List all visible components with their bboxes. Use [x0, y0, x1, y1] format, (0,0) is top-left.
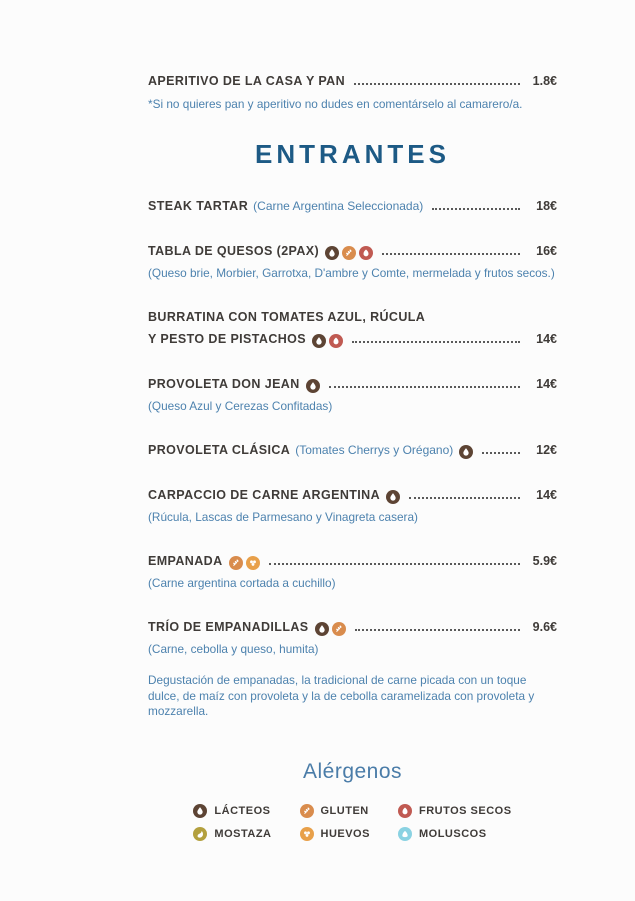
allergen-icons [229, 556, 260, 570]
gluten-icon [332, 622, 346, 636]
legend-label: FRUTOS SECOS [418, 804, 512, 817]
item-price: 12€ [536, 443, 557, 457]
legend-label: MOSTAZA [214, 827, 272, 840]
menu-item-provoleta-don-jean [148, 375, 557, 414]
allergen-legend [148, 804, 557, 841]
legend-gluten [300, 804, 370, 818]
lacteos-icon [386, 490, 400, 504]
menu-item-trio-empanadillas [148, 618, 557, 720]
item-detail: (Tomates Cherrys y Orégano) [295, 443, 454, 457]
item-name-line1: BURRATINA CON TOMATES AZUL, RÚCULA [148, 310, 426, 324]
dot-leader [269, 563, 521, 565]
lacteos-icon [193, 804, 207, 818]
allergen-icons [325, 246, 373, 260]
dot-leader [352, 341, 520, 343]
item-sub: (Queso brie, Morbier, Garrotxa, D'ambre y Comte, mermelada y frutos secos.) [148, 266, 555, 280]
legend-frutos-secos [398, 804, 512, 818]
menu-item-aperitivo [148, 72, 557, 90]
item-price: 1.8€ [532, 74, 557, 88]
item-price: 14€ [536, 488, 557, 502]
gluten-icon [300, 804, 314, 818]
section-title: ENTRANTES [255, 139, 450, 169]
dot-leader [329, 386, 520, 388]
legend-label: GLUTEN [320, 804, 369, 817]
legend-label: MOLUSCOS [418, 827, 487, 840]
item-name: APERITIVO DE LA CASA Y PAN [148, 74, 346, 88]
legend-huevos [300, 827, 370, 841]
lacteos-icon [315, 622, 329, 636]
allergen-icons [312, 334, 343, 348]
item-description: Degustación de empanadas, la tradicional de carne picada con un toque dulce, de maíz con provoleta y la de cebolla caramelizada con provoleta y mozzarella. [148, 673, 535, 718]
item-price: 18€ [536, 199, 557, 213]
item-price: 14€ [536, 377, 557, 391]
frutos-secos-icon [398, 804, 412, 818]
huevos-icon [246, 556, 260, 570]
menu-item-tabla-quesos [148, 242, 557, 281]
lacteos-icon [312, 334, 326, 348]
legend-label: HUEVOS [320, 827, 370, 840]
dot-leader [432, 208, 520, 210]
legend-moluscos [398, 827, 512, 841]
item-price: 5.9€ [532, 554, 557, 568]
mostaza-icon [193, 827, 207, 841]
gluten-icon [229, 556, 243, 570]
item-price: 16€ [536, 244, 557, 258]
legend-label: LÁCTEOS [214, 804, 271, 817]
item-name: EMPANADA [148, 554, 223, 568]
huevos-icon [300, 827, 314, 841]
frutos-secos-icon [329, 334, 343, 348]
item-name: PROVOLETA DON JEAN [148, 377, 300, 391]
item-sub: (Carne, cebolla y queso, humita) [148, 642, 319, 656]
item-name: CARPACCIO DE CARNE ARGENTINA [148, 488, 381, 502]
allergens-title: Alérgenos [302, 759, 403, 783]
menu-item-steak-tartar [148, 197, 557, 215]
dot-leader [382, 253, 520, 255]
gluten-icon [342, 246, 356, 260]
legend-lacteos [193, 804, 271, 818]
item-sub: (Carne argentina cortada a cuchillo) [148, 576, 336, 590]
item-sub: (Queso Azul y Cerezas Confitadas) [148, 399, 333, 413]
dot-leader [482, 452, 520, 454]
menu-item-provoleta-clasica [148, 441, 557, 459]
item-price: 9.6€ [532, 620, 557, 634]
menu-item-burratina [148, 308, 557, 348]
dot-leader [354, 83, 520, 85]
item-name: STEAK TARTAR [148, 199, 249, 213]
menu-item-empanada [148, 552, 557, 591]
lacteos-icon [306, 379, 320, 393]
allergen-icons [306, 379, 320, 393]
allergen-icons [386, 490, 400, 504]
dot-leader [409, 497, 520, 499]
item-name: TRÍO DE EMPANADILLAS [148, 620, 309, 634]
item-name: PROVOLETA CLÁSICA [148, 443, 291, 457]
allergen-icons [459, 445, 473, 459]
menu-page [148, 0, 557, 841]
lacteos-icon [459, 445, 473, 459]
item-name: TABLA DE QUESOS (2PAX) [148, 244, 320, 258]
item-detail: (Carne Argentina Seleccionada) [253, 199, 424, 213]
allergen-icons [315, 622, 346, 636]
aperitivo-note: *Si no quieres pan y aperitivo no dudes en comentárselo al camarero/a. [148, 97, 523, 111]
moluscos-icon [398, 827, 412, 841]
lacteos-icon [325, 246, 339, 260]
item-sub: (Rúcula, Lascas de Parmesano y Vinagreta casera) [148, 510, 418, 524]
item-price: 14€ [536, 332, 557, 346]
frutos-secos-icon [359, 246, 373, 260]
menu-item-carpaccio [148, 486, 557, 525]
legend-mostaza [193, 827, 271, 841]
item-name: Y PESTO DE PISTACHOS [148, 332, 307, 346]
dot-leader [355, 629, 520, 631]
